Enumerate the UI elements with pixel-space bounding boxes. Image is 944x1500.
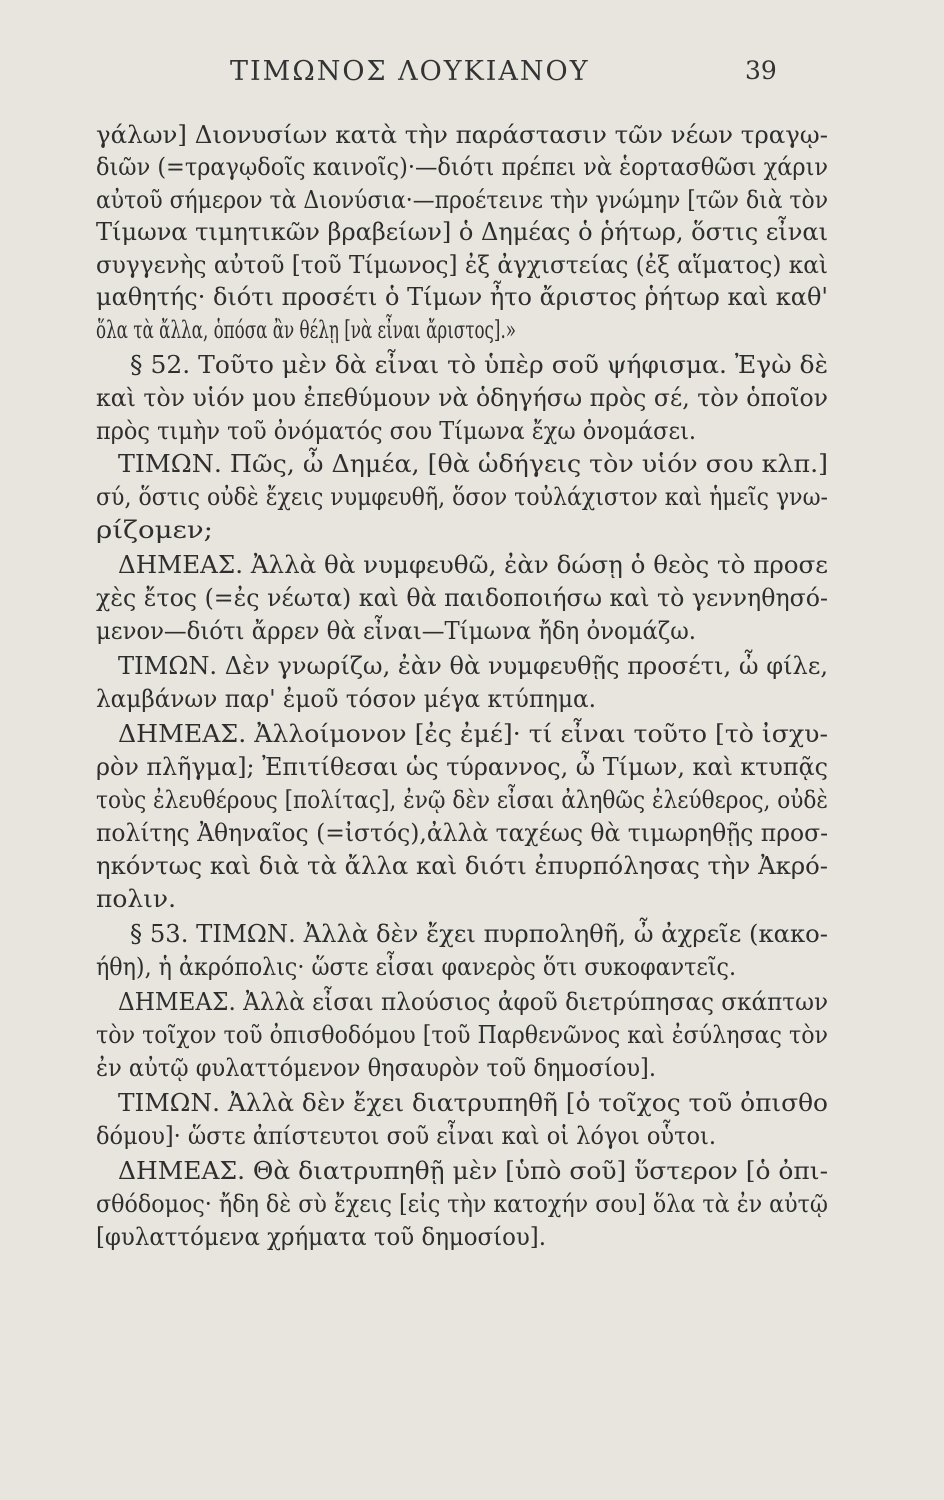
text-line: ρίζομεν; xyxy=(96,516,213,544)
text-line: ήθη), ἡ ἀκρόπολις· ὥστε εἶσαι φανερὸς ὅτι συκοφαντεῖς. xyxy=(96,953,736,981)
text-line: ΤΙΜΩΝ. Δὲν γνωρίζω, ἐὰν θὰ νυμφευθῇς προσέτι, ὦ φίλε, xyxy=(118,652,828,680)
text-line: [φυλαττόμενα χρήματα τοῦ δημοσίου]. xyxy=(96,1223,546,1251)
page-header xyxy=(0,52,944,92)
text-line: ΤΙΜΩΝ. Πῶς, ὦ Δημέα, [θὰ ὡδήγεις τὸν υἱόν σου κλπ.] xyxy=(118,450,828,478)
text-line: μαθητής· διότι προσέτι ὁ Τίμων ἦτο ἄριστος ῥήτωρ καὶ καθ' xyxy=(96,283,828,311)
text-line: συγγενὴς αὐτοῦ [τοῦ Τίμωνος] ἐξ ἀγχιστείας (ἐξ αἵματος) καὶ xyxy=(96,251,828,279)
text-line: ΤΙΜΩΝ. Ἀλλὰ δὲν ἔχει διατρυπηθῆ [ὁ τοῖχος τοῦ ὀπισθο xyxy=(118,1089,828,1117)
text-line: Τίμωνα τιμητικῶν βραβείων] ὁ Δημέας ὁ ῥήτωρ, ὅστις εἶναι xyxy=(96,218,828,246)
text-line: γάλων] Διονυσίων κατὰ τὴν παράστασιν τῶν νέων τραγῳ- xyxy=(96,121,828,149)
text-line: δόμου]· ὥστε ἀπίστευτοι σοῦ εἶναι καὶ οἱ λόγοι οὗτοι. xyxy=(96,1122,716,1150)
text-line: ΔΗΜΕΑΣ. Ἀλλοίμονον [ἐς ἐμέ]· τί εἶναι τοῦτο [τὸ ἰσχυ- xyxy=(118,720,828,748)
text-line: χὲς ἔτος (=ἐς νέωτα) καὶ θὰ παιδοποιήσω καὶ τὸ γεννηθησό- xyxy=(96,584,828,612)
text-line: ὅλα τὰ ἄλλα, ὁπόσα ἂν θέλῃ [νὰ εἶναι ἄριστος].» xyxy=(96,316,516,344)
text-line: καὶ τὸν υἱόν μου ἐπεθύμουν νὰ ὁδηγήσω πρὸς σέ, τὸν ὁποῖον xyxy=(96,384,828,412)
text-line: ΔΗΜΕΑΣ. Ἀλλὰ θὰ νυμφευθῶ, ἐὰν δώσῃ ὁ θεὸς τὸ προσε xyxy=(118,551,829,579)
text-line: σθόδομος· ἤδη δὲ σὺ ἔχεις [εἰς τὴν κατοχήν σου] ὅλα τὰ ἐν αὐτῷ xyxy=(96,1190,828,1218)
text-line: αὐτοῦ σήμερον τὰ Διονύσια·—προέτεινε τὴν γνώμην [τῶν διὰ τὸν xyxy=(96,186,828,214)
text-line: § 52. Τοῦτο μὲν δὰ εἶναι τὸ ὑπὲρ σοῦ ψήφισμα. Ἐγὼ δὲ xyxy=(130,351,828,379)
text-line: ηκόντως καὶ διὰ τὰ ἄλλα καὶ διότι ἐπυρπόλησας τὴν Ἀκρό- xyxy=(96,852,828,880)
text-line: τὸν τοῖχον τοῦ ὀπισθοδόμου [τοῦ Παρθενῶνος καὶ ἐσύλησας τὸν xyxy=(96,1021,828,1049)
text-line: πολίτης Ἀθηναῖος (=ἰστός),ἀλλὰ ταχέως θὰ τιμωρηθῇς προσ- xyxy=(96,819,828,847)
text-line: τοὺς ἐλευθέρους [πολίτας], ἐνῷ δὲν εἶσαι ἀληθῶς ἐλεύθερος, οὐδὲ xyxy=(96,786,828,814)
text-line: πρὸς τιμὴν τοῦ ὀνόματός σου Τίμωνα ἔχω ὀνομάσει. xyxy=(96,417,696,445)
text-line: § 53. ΤΙΜΩΝ. Ἀλλὰ δὲν ἔχει πυρποληθῆ, ὦ ἀχρεῖε (κακο- xyxy=(130,920,828,948)
page-number: 39 xyxy=(745,56,777,85)
text-line: σύ, ὅστις οὐδὲ ἔχεις νυμφευθῆ, ὅσον τοὐλάχιστον καὶ ἡμεῖς γνω- xyxy=(96,483,828,511)
running-title: ΤΙΜΩΝΟΣ ΛΟΥΚΙΑΝΟΥ xyxy=(230,56,590,87)
text-line: ἐν αὐτῷ φυλαττόμενον θησαυρὸν τοῦ δημοσίου]. xyxy=(96,1054,656,1082)
text-line: ΔΗΜΕΑΣ. Ἀλλὰ εἶσαι πλούσιος ἀφοῦ διετρύπησας σκάπτων xyxy=(118,988,828,1016)
text-line: ρὸν πλῆγμα]; Ἐπιτίθεσαι ὡς τύραννος, ὦ Τίμων, καὶ κτυπᾷς xyxy=(96,753,828,781)
text-line: διῶν (=τραγῳδοῖς καινοῖς)·—διότι πρέπει νὰ ἑορτασθῶσι χάριν xyxy=(96,153,828,181)
text-line: ΔΗΜΕΑΣ. Θὰ διατρυπηθῇ μὲν [ὑπὸ σοῦ] ὕστερον [ὁ ὀπι- xyxy=(118,1157,829,1185)
text-line: λαμβάνων παρ' ἐμοῦ τόσον μέγα κτύπημα. xyxy=(96,685,596,713)
text-line: μενον—διότι ἄρρεν θὰ εἶναι—Τίμωνα ἤδη ὀνομάζω. xyxy=(96,617,696,645)
text-line: πολιν. xyxy=(96,885,176,913)
